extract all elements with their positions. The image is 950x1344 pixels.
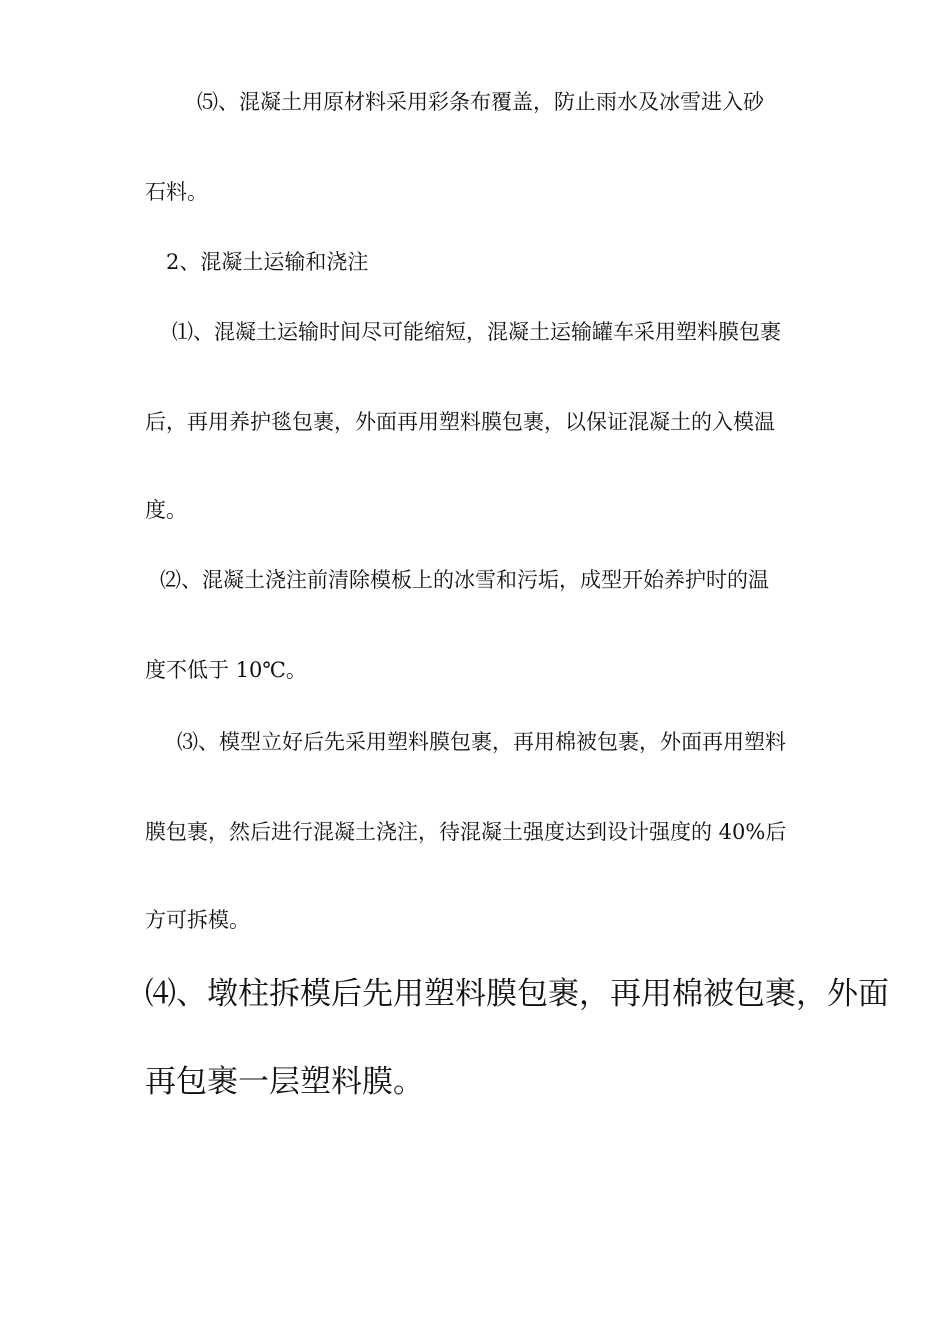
- text-line: 后，再用养护毯包裹，外面再用塑料膜包裹，以保证混凝土的入模温: [145, 410, 775, 434]
- text-line: ⑴、混凝土运输时间尽可能缩短，混凝土运输罐车采用塑料膜包裹: [172, 320, 781, 344]
- section-heading: 2、混凝土运输和浇注: [166, 250, 369, 274]
- text-line: 度不低于 10℃。: [145, 658, 307, 682]
- text-line: ⑶、模型立好后先采用塑料膜包裹，再用棉被包裹，外面再用塑料: [177, 730, 786, 754]
- text-line: 方可拆模。: [145, 908, 250, 932]
- text-line: 石料。: [145, 180, 208, 204]
- text-line: 度。: [145, 498, 187, 522]
- text-line: ⑷、墩柱拆模后先用塑料膜包裹，再用棉被包裹，外面: [145, 976, 889, 1012]
- text-line: ⑸、混凝土用原材料采用彩条布覆盖，防止雨水及冰雪进入砂: [197, 90, 764, 114]
- text-line: ⑵、混凝土浇注前清除模板上的冰雪和污垢，成型开始养护时的温: [160, 568, 769, 592]
- text-line: 膜包裹，然后进行混凝土浇注，待混凝土强度达到设计强度的 40%后: [145, 820, 787, 844]
- text-line: 再包裹一层塑料膜。: [145, 1064, 424, 1100]
